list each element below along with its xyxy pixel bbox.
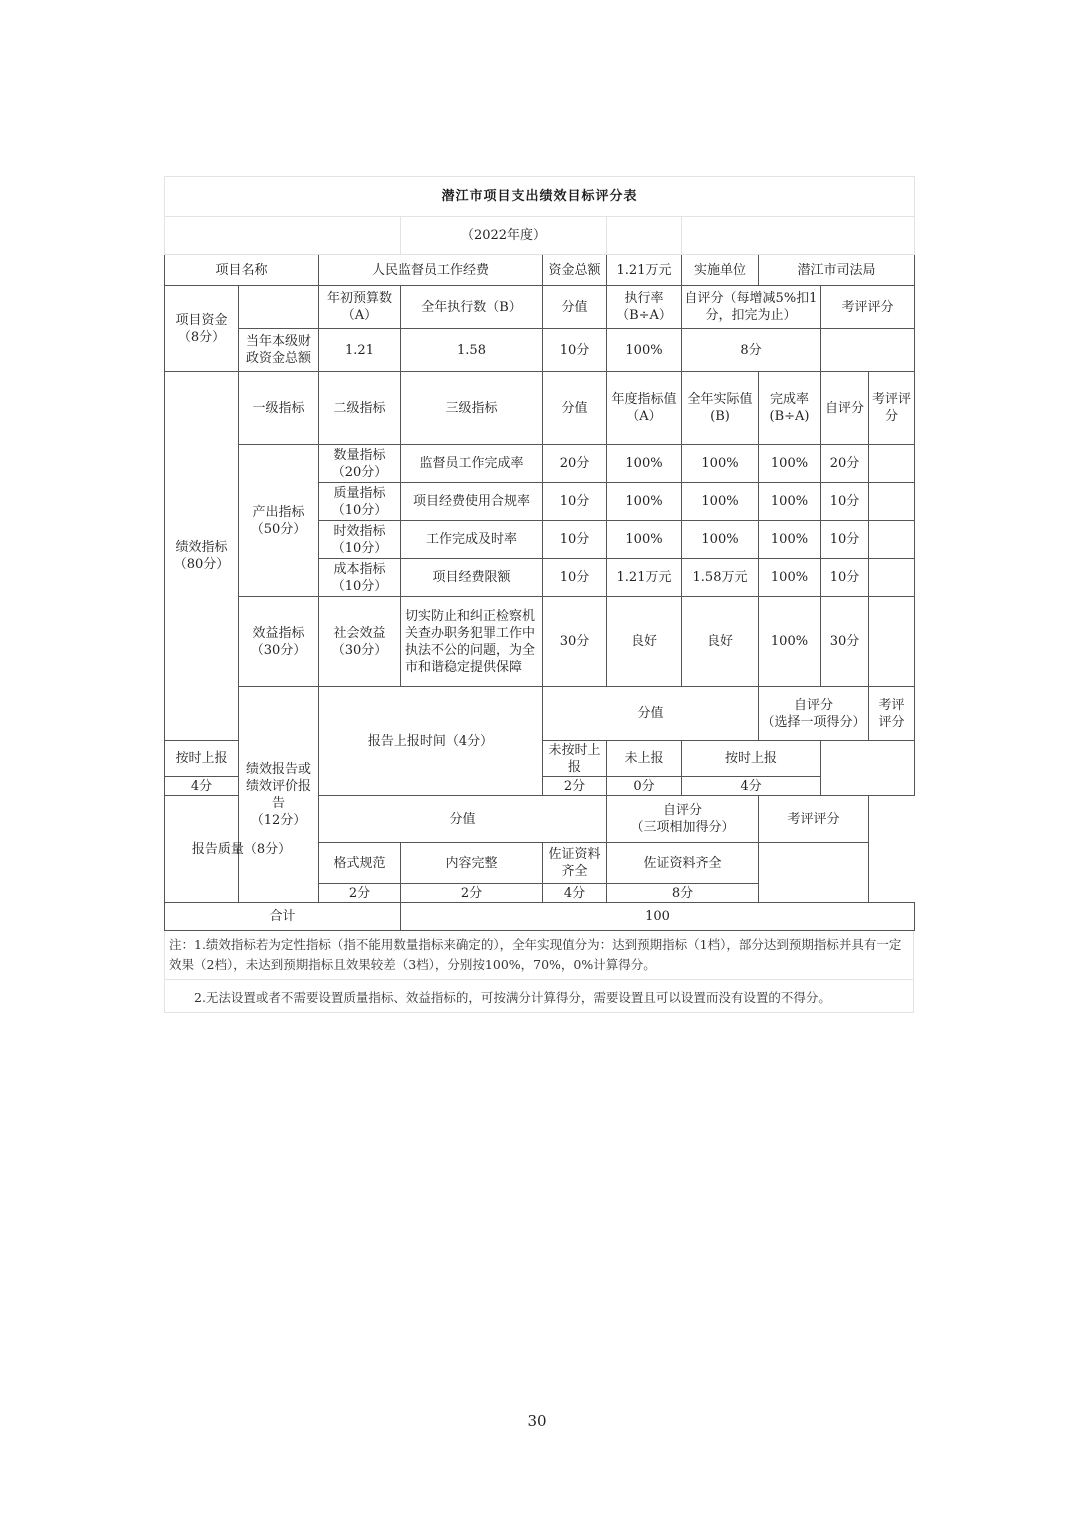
report-quality-option: 格式规范 (319, 843, 401, 884)
funds-review-value (821, 329, 915, 372)
benefit-l3: 切实防止和纠正检察机关查办职务犯罪工作中执法不公的问题，为全市和谐稳定提供保障 (401, 597, 543, 687)
output-l2: 成本指标 （10分） (319, 559, 401, 597)
report-quality-review-value (759, 843, 869, 903)
funds-budget-header: 年初预算数 （A） (319, 286, 401, 329)
report-time-self-header: 自评分 （选择一项得分） (759, 687, 869, 741)
report-time-review-header: 考评 评分 (869, 687, 915, 741)
funds-rate-value: 100% (607, 329, 682, 372)
output-actual: 100% (682, 445, 759, 483)
total-label: 合计 (165, 903, 401, 931)
output-rate: 100% (759, 559, 821, 597)
page-title: 潜江市项目支出绩效目标评分表 (165, 177, 915, 217)
total-value: 100 (401, 903, 915, 931)
output-score: 10分 (543, 521, 607, 559)
table-row (165, 597, 915, 687)
fund-total-value: 1.21万元 (607, 255, 682, 286)
perf-section-label: 绩效指标 （80分） (165, 372, 239, 741)
funds-row-label: 当年本级财政资金总额 (239, 329, 319, 372)
report-time-points: 0分 (607, 777, 682, 796)
project-name-label: 项目名称 (165, 255, 319, 286)
perf-header-target: 年度指标值（A） (607, 372, 682, 445)
funds-exec-header: 全年执行数（B） (401, 286, 543, 329)
output-l3: 监督员工作完成率 (401, 445, 543, 483)
page-number: 30 (527, 1412, 547, 1430)
fund-total-label: 资金总额 (543, 255, 607, 286)
scoring-table (164, 176, 915, 931)
report-quality-self-choice: 佐证资料齐全 (607, 843, 759, 884)
note-1: 注：1.绩效指标若为定性指标（指不能用数量指标来确定的），全年实现值分为：达到预期指标（1档），部分达到预期指标并具有一定效果（2档），未达到预期指标且效果较差（3档），分别按100%，70%，0%计算得分。 (164, 931, 914, 980)
perf-header-self: 自评分 (821, 372, 869, 445)
funds-self-value: 8分 (682, 329, 821, 372)
perf-header-l3: 三级指标 (401, 372, 543, 445)
funds-rate-header: 执行率 （B÷A） (607, 286, 682, 329)
report-time-option: 未按时上报 (543, 741, 607, 777)
output-rate: 100% (759, 445, 821, 483)
perf-header-rate: 完成率 (B÷A) (759, 372, 821, 445)
funds-score-header: 分值 (543, 286, 607, 329)
output-l2: 质量指标 （10分） (319, 483, 401, 521)
unit-label: 实施单位 (682, 255, 759, 286)
output-self: 20分 (821, 445, 869, 483)
output-score: 10分 (543, 559, 607, 597)
year-label: （2022年度） (401, 217, 607, 255)
output-self: 10分 (821, 559, 869, 597)
report-time-review-value (821, 741, 915, 796)
output-l2: 数量指标 （20分） (319, 445, 401, 483)
output-actual: 100% (682, 483, 759, 521)
report-time-points: 2分 (543, 777, 607, 796)
perf-header-review: 考评评分 (869, 372, 915, 445)
report-time-option: 未上报 (607, 741, 682, 777)
funds-review-header: 考评评分 (821, 286, 915, 329)
funds-score-value: 10分 (543, 329, 607, 372)
report-quality-points: 2分 (401, 884, 543, 903)
output-actual: 100% (682, 521, 759, 559)
output-l3: 工作完成及时率 (401, 521, 543, 559)
benefit-review (869, 597, 915, 687)
output-l3: 项目经费使用合规率 (401, 483, 543, 521)
output-review (869, 445, 915, 483)
report-quality-review-header: 考评评分 (759, 796, 869, 843)
report-time-self-score: 4分 (682, 777, 821, 796)
benefit-self: 30分 (821, 597, 869, 687)
report-time-self-choice: 按时上报 (682, 741, 821, 777)
report-time-option: 按时上报 (165, 741, 239, 777)
output-score: 20分 (543, 445, 607, 483)
benefit-rate: 100% (759, 597, 821, 687)
output-l3: 项目经费限额 (401, 559, 543, 597)
report-quality-score-header: 分值 (319, 796, 607, 843)
output-review (869, 483, 915, 521)
report-quality-option: 佐证资料齐全 (543, 843, 607, 884)
perf-header-score: 分值 (543, 372, 607, 445)
funds-self-header: 自评分（每增减5%扣1分，扣完为止） (682, 286, 821, 329)
funds-exec-value: 1.58 (401, 329, 543, 372)
output-review (869, 521, 915, 559)
report-time-points: 4分 (165, 777, 239, 796)
benefit-actual: 良好 (682, 597, 759, 687)
funds-blank-header (239, 286, 319, 329)
benefit-target: 良好 (607, 597, 682, 687)
year-blank-left (165, 217, 401, 255)
benefit-score: 30分 (543, 597, 607, 687)
output-target: 100% (607, 445, 682, 483)
output-rate: 100% (759, 483, 821, 521)
report-time-score-header: 分值 (543, 687, 759, 741)
perf-header-l2: 二级指标 (319, 372, 401, 445)
output-score: 10分 (543, 483, 607, 521)
funds-section-label: 项目资金 （8分） (165, 286, 239, 372)
output-review (869, 559, 915, 597)
funds-budget-value: 1.21 (319, 329, 401, 372)
benefit-l2: 社会效益 （30分） (319, 597, 401, 687)
scoring-sheet (164, 176, 914, 1013)
report-section-label: 绩效报告或绩效评价报告 （12分） (239, 687, 319, 903)
note-2: 2.无法设置或者不需要设置质量指标、效益指标的，可按满分计算得分，需要设置且可以设置而没有设置的不得分。 (164, 980, 914, 1013)
project-name-value: 人民监督员工作经费 (319, 255, 543, 286)
report-quality-self-score: 8分 (607, 884, 759, 903)
report-time-label: 报告上报时间（4分） (319, 687, 543, 796)
output-indicator-label: 产出指标 （50分） (239, 445, 319, 597)
year-blank-right (682, 217, 915, 255)
benefit-indicator-label: 效益指标 （30分） (239, 597, 319, 687)
report-quality-label: 报告质量（8分） (165, 796, 319, 903)
output-rate: 100% (759, 521, 821, 559)
output-self: 10分 (821, 483, 869, 521)
perf-header-l1: 一级指标 (239, 372, 319, 445)
unit-value: 潜江市司法局 (759, 255, 915, 286)
output-l2: 时效指标 （10分） (319, 521, 401, 559)
output-target: 100% (607, 483, 682, 521)
report-quality-points: 2分 (319, 884, 401, 903)
report-quality-points: 4分 (543, 884, 607, 903)
year-blank (607, 217, 682, 255)
table-row (165, 445, 915, 483)
output-self: 10分 (821, 521, 869, 559)
report-quality-option: 内容完整 (401, 843, 543, 884)
output-actual: 1.58万元 (682, 559, 759, 597)
report-quality-self-header: 自评分 （三项相加得分） (607, 796, 759, 843)
output-target: 1.21万元 (607, 559, 682, 597)
perf-header-actual: 全年实际值(B) (682, 372, 759, 445)
output-target: 100% (607, 521, 682, 559)
